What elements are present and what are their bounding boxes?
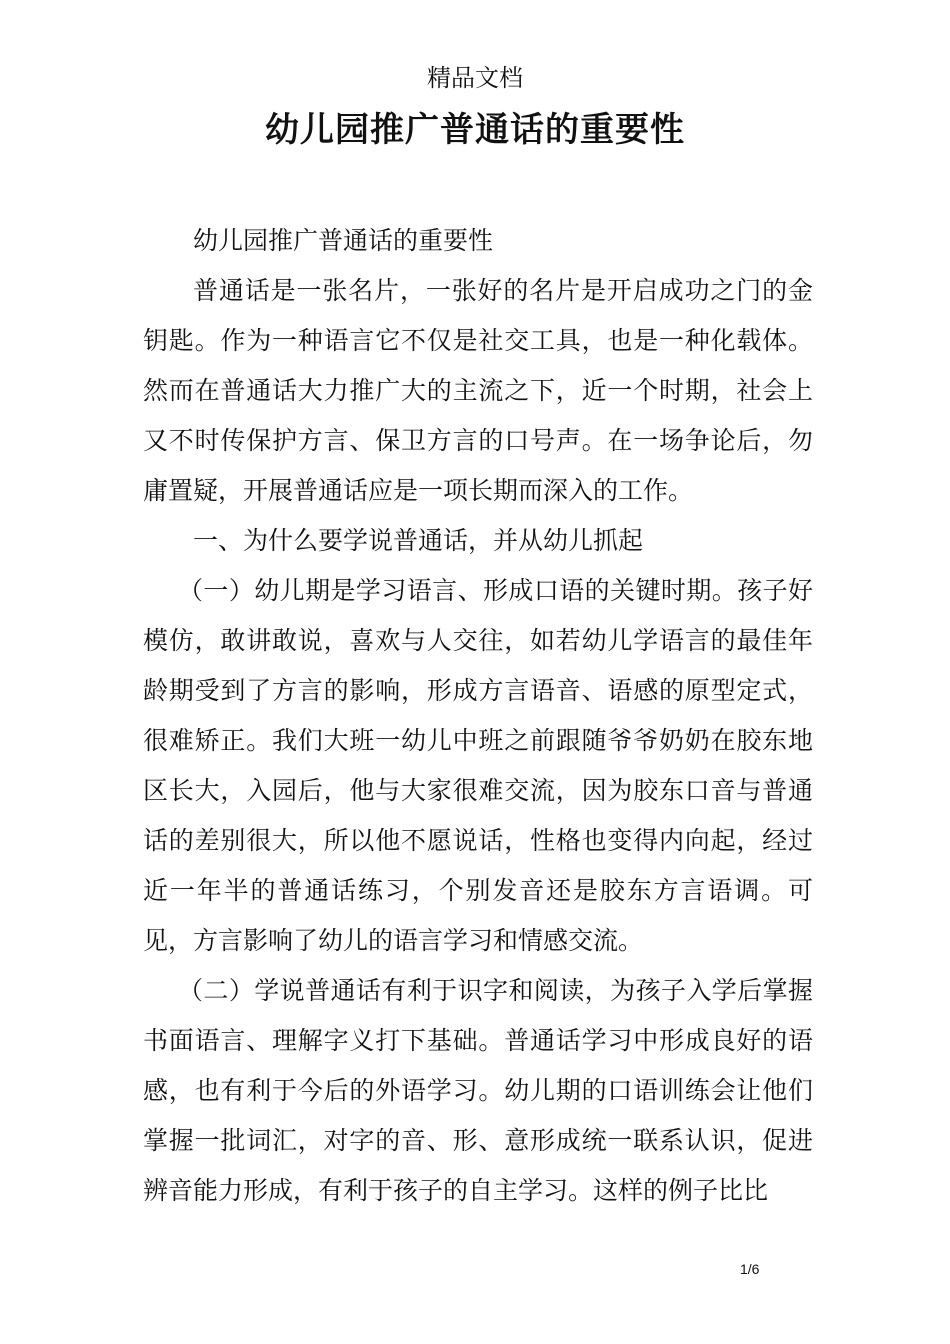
paragraph-intro: 普通话是一张名片，一张好的名片是开启成功之门的金钥匙。作为一种语言它不仅是社交工具，也是一种化载体。然而在普通话大力推广大的主流之下，近一个时期，社会上又不时传保护方言、保卫方言的口号声。在一场争论后，勿庸置疑，开展普通话应是一项长期而深入的工作。 (143, 276, 813, 505)
document-body (143, 216, 813, 1216)
paragraph-subtitle: 幼儿园推广普通话的重要性 (193, 226, 494, 255)
page-number: 1/6 (740, 1261, 760, 1277)
paragraph-point-two: （二）学说普通话有利于识字和阅读，为孩子入学后掌握书面语言、理解字义打下基础。普通话学习中形成良好的语感，也有利于今后的外语学习。幼儿期的口语训练会让他们掌握一批词汇，对字的音、形、意形成统一联系认识，促进辨音能力形成，有利于孩子的自主学习。这样的例子比比 (143, 976, 813, 1205)
document-header-label: 精品文档 (427, 64, 523, 92)
paragraph-point-one: （一）幼儿期是学习语言、形成口语的关键时期。孩子好模仿，敢讲敢说，喜欢与人交往，如若幼儿学语言的最佳年龄期受到了方言的影响，形成方言语音、语感的原型定式，很难矫正。我们大班一幼儿中班之前跟随爷爷奶奶在胶东地区长大，入园后，他与大家很难交流，因为胶东口音与普通话的差别很大，所以他不愿说话，性格也变得内向起，经过近一年半的普通话练习，个别发音还是胶东方言语调。可见，方言影响了幼儿的语言学习和情感交流。 (143, 576, 813, 955)
document-title: 幼儿园推广普通话的重要性 (265, 110, 685, 150)
paragraph-section-heading: 一、为什么要学说普通话，并从幼儿抓起 (193, 526, 644, 555)
